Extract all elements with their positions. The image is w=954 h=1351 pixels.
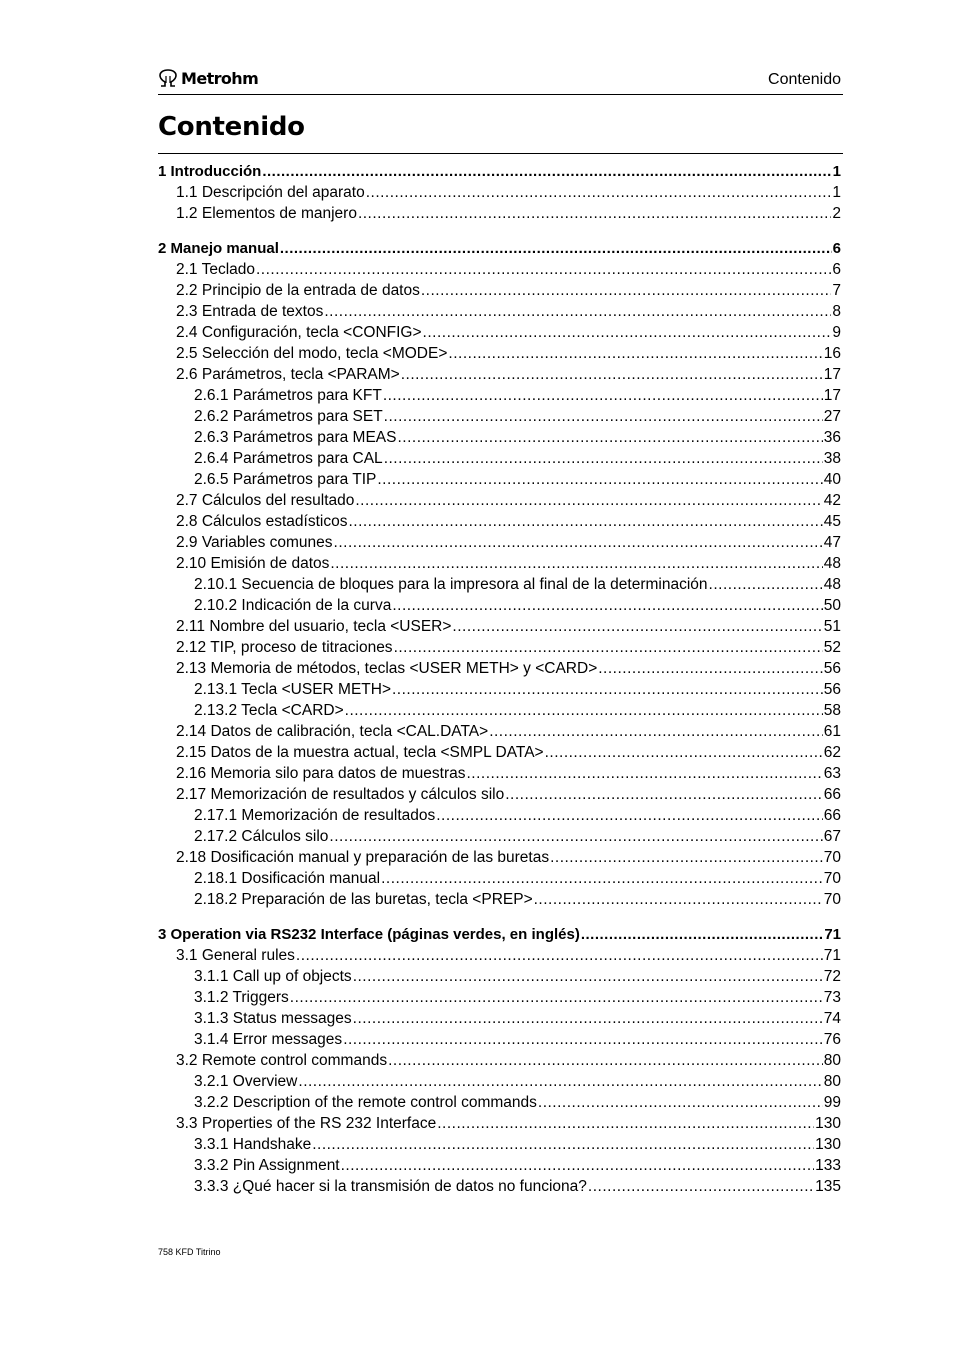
toc-page-number: 66 bbox=[823, 807, 841, 824]
toc-dot-leader bbox=[296, 945, 823, 966]
toc-entry-title: 2.3 Entrada de textos bbox=[176, 303, 324, 320]
toc-entry[interactable] bbox=[158, 203, 841, 224]
toc-dot-leader bbox=[534, 889, 823, 910]
toc-entry-title: 2.6.5 Parámetros para TIP bbox=[194, 471, 377, 488]
toc-entry-title: 3.2.1 Overview bbox=[194, 1073, 298, 1090]
toc-page-number: 6 bbox=[832, 240, 841, 257]
toc-entry[interactable] bbox=[158, 182, 841, 203]
toc-page-number: 27 bbox=[823, 408, 841, 425]
toc-dot-leader bbox=[384, 406, 823, 427]
toc-page-number: 76 bbox=[823, 1031, 841, 1048]
toc-entry-title: 2.14 Datos de calibración, tecla <CAL.DATA> bbox=[176, 723, 489, 740]
toc-page-number: 40 bbox=[823, 471, 841, 488]
toc-entry[interactable] bbox=[158, 721, 841, 742]
toc-dot-leader bbox=[401, 364, 823, 385]
toc-page-number: 130 bbox=[815, 1115, 841, 1132]
toc-entry-title: 3.3.3 ¿Qué hacer si la transmisión de datos no funciona? bbox=[194, 1178, 587, 1195]
toc-dot-leader bbox=[298, 1071, 822, 1092]
toc-entry-title: 3.3.2 Pin Assignment bbox=[194, 1157, 340, 1174]
toc-dot-leader bbox=[334, 532, 823, 553]
toc-entry-title: 2.6.1 Parámetros para KFT bbox=[194, 387, 382, 404]
toc-entry-title: 2.17 Memorización de resultados y cálculos silo bbox=[176, 786, 505, 803]
toc-dot-leader bbox=[581, 924, 823, 945]
toc-dot-leader bbox=[437, 1113, 814, 1134]
toc-entry-title: 2.6.2 Parámetros para SET bbox=[194, 408, 383, 425]
toc-dot-leader bbox=[330, 553, 822, 574]
toc-page-number: 63 bbox=[823, 765, 841, 782]
toc-entry-title: 2.15 Datos de la muestra actual, tecla <SMPL DATA> bbox=[176, 744, 544, 761]
toc-entry[interactable] bbox=[158, 742, 841, 763]
toc-entry-title: 2.13 Memoria de métodos, teclas <USER METH> y <CARD> bbox=[176, 660, 598, 677]
toc-dot-leader bbox=[452, 616, 822, 637]
toc-entry-title: 2.13.1 Tecla <USER METH> bbox=[194, 681, 391, 698]
toc-dot-leader bbox=[505, 784, 823, 805]
toc-dot-leader bbox=[341, 1155, 815, 1176]
toc-entry-title: 2.5 Selección del modo, tecla <MODE> bbox=[176, 345, 448, 362]
toc-page-number: 130 bbox=[815, 1136, 841, 1153]
toc-dot-leader bbox=[262, 161, 831, 182]
toc-entry-title: 2.10 Emisión de datos bbox=[176, 555, 330, 572]
toc-page-number: 7 bbox=[832, 282, 841, 299]
toc-dot-leader bbox=[392, 679, 823, 700]
toc-dot-leader bbox=[343, 1029, 823, 1050]
toc-entry-title: 2.10.1 Secuencia de bloques para la impresora al final de la determinación bbox=[194, 576, 708, 593]
toc-entry[interactable] bbox=[158, 532, 841, 553]
logo-text: Metrohm bbox=[181, 68, 259, 88]
toc-dot-leader bbox=[290, 987, 823, 1008]
toc-chapter-entry[interactable] bbox=[158, 238, 841, 259]
toc-entry-title: 2.1 Teclado bbox=[176, 261, 255, 278]
toc-entry-title: 2.18.1 Dosificación manual bbox=[194, 870, 381, 887]
toc-page-number: 70 bbox=[823, 870, 841, 887]
toc-entry[interactable] bbox=[158, 343, 841, 364]
toc-entry[interactable] bbox=[158, 763, 841, 784]
toc-page-number: 58 bbox=[823, 702, 841, 719]
toc-page-number: 36 bbox=[823, 429, 841, 446]
toc-entry[interactable] bbox=[158, 784, 841, 805]
toc-page-number: 135 bbox=[815, 1178, 841, 1195]
toc-dot-leader bbox=[312, 1134, 814, 1155]
omega-logo-icon bbox=[158, 69, 178, 87]
toc-page-number: 52 bbox=[823, 639, 841, 656]
toc-dot-leader bbox=[377, 469, 822, 490]
toc-dot-leader bbox=[355, 490, 822, 511]
toc-entry-title: 1 Introducción bbox=[158, 163, 262, 180]
toc-entry[interactable] bbox=[158, 805, 841, 826]
toc-entry[interactable] bbox=[158, 966, 841, 987]
toc-entry[interactable] bbox=[158, 280, 841, 301]
toc-entry[interactable] bbox=[158, 511, 841, 532]
toc-dot-leader bbox=[394, 637, 823, 658]
toc-entry[interactable] bbox=[158, 259, 841, 280]
toc-page-number: 9 bbox=[832, 324, 841, 341]
toc-entry[interactable] bbox=[158, 679, 841, 700]
toc-entry[interactable] bbox=[158, 469, 841, 490]
toc-entry[interactable] bbox=[158, 1113, 841, 1134]
toc-page-number: 74 bbox=[823, 1010, 841, 1027]
toc-dot-leader bbox=[392, 595, 822, 616]
toc-dot-leader bbox=[466, 763, 822, 784]
toc-page-number: 73 bbox=[823, 989, 841, 1006]
toc-page-number: 72 bbox=[823, 968, 841, 985]
toc-entry[interactable] bbox=[158, 448, 841, 469]
toc-page-number: 38 bbox=[823, 450, 841, 467]
toc-entry[interactable] bbox=[158, 826, 841, 847]
toc-page-number: 80 bbox=[823, 1052, 841, 1069]
toc-entry-title: 3.1.1 Call up of objects bbox=[194, 968, 352, 985]
toc-entry-title: 2.6.3 Parámetros para MEAS bbox=[194, 429, 397, 446]
header-section-label: Contenido bbox=[768, 71, 841, 88]
toc-entry-title: 2.10.2 Indicación de la curva bbox=[194, 597, 392, 614]
toc-entry[interactable] bbox=[158, 1134, 841, 1155]
toc-dot-leader bbox=[353, 966, 823, 987]
page-footer: 758 KFD Titrino bbox=[158, 1247, 221, 1257]
toc-page-number: 70 bbox=[823, 849, 841, 866]
toc-entry[interactable] bbox=[158, 385, 841, 406]
toc-entry-title: 2.16 Memoria silo para datos de muestras bbox=[176, 765, 466, 782]
toc-dot-leader bbox=[324, 301, 831, 322]
toc-page-number: 2 bbox=[832, 205, 841, 222]
toc-entry[interactable] bbox=[158, 427, 841, 448]
metrohm-logo bbox=[158, 66, 258, 90]
toc-entry[interactable] bbox=[158, 945, 841, 966]
toc-entry-title: 2.18.2 Preparación de las buretas, tecla <PREP> bbox=[194, 891, 533, 908]
toc-page-number: 47 bbox=[823, 534, 841, 551]
toc-dot-leader bbox=[366, 182, 832, 203]
toc-dot-leader bbox=[588, 1176, 814, 1197]
toc-dot-leader bbox=[489, 721, 823, 742]
toc-entry-title: 3.3.1 Handshake bbox=[194, 1136, 312, 1153]
toc-entry-title: 3.1.4 Error messages bbox=[194, 1031, 343, 1048]
toc-page-number: 45 bbox=[823, 513, 841, 530]
toc-page-number: 51 bbox=[823, 618, 841, 635]
toc-entry[interactable] bbox=[158, 987, 841, 1008]
toc-dot-leader bbox=[384, 448, 823, 469]
toc-page-number: 66 bbox=[823, 786, 841, 803]
toc-page-number: 133 bbox=[815, 1157, 841, 1174]
toc-dot-leader bbox=[353, 1008, 823, 1029]
toc-dot-leader bbox=[280, 238, 832, 259]
toc-entry[interactable] bbox=[158, 616, 841, 637]
toc-entry[interactable] bbox=[158, 658, 841, 679]
toc-entry-title: 2.9 Variables comunes bbox=[176, 534, 333, 551]
toc-page-number: 1 bbox=[832, 163, 841, 180]
toc-entry[interactable] bbox=[158, 1008, 841, 1029]
toc-chapter-entry[interactable] bbox=[158, 924, 841, 945]
toc-page-number: 42 bbox=[823, 492, 841, 509]
toc-dot-leader bbox=[345, 700, 823, 721]
toc-entry[interactable] bbox=[158, 1029, 841, 1050]
toc-page-number: 48 bbox=[823, 555, 841, 572]
toc-dot-leader bbox=[709, 574, 823, 595]
toc-entry-title: 3 Operation via RS232 Interface (páginas verdes, en inglés) bbox=[158, 926, 580, 943]
title-divider bbox=[158, 153, 843, 154]
toc-page-number: 1 bbox=[832, 184, 841, 201]
toc-page-number: 56 bbox=[823, 681, 841, 698]
page-header bbox=[158, 66, 843, 95]
toc-section-gap bbox=[158, 224, 841, 238]
toc-entry[interactable] bbox=[158, 574, 841, 595]
toc-entry[interactable] bbox=[158, 700, 841, 721]
toc-entry-title: 2.7 Cálculos del resultado bbox=[176, 492, 355, 509]
toc-entry[interactable] bbox=[158, 847, 841, 868]
toc-entry[interactable] bbox=[158, 1176, 841, 1197]
toc-dot-leader bbox=[436, 805, 823, 826]
toc-entry[interactable] bbox=[158, 301, 841, 322]
toc-dot-leader bbox=[388, 1050, 823, 1071]
toc-page-number: 71 bbox=[824, 926, 841, 943]
toc-entry-title: 3.2.2 Description of the remote control commands bbox=[194, 1094, 537, 1111]
toc-page-number: 80 bbox=[823, 1073, 841, 1090]
toc-dot-leader bbox=[381, 868, 823, 889]
toc-entry-title: 2.4 Configuración, tecla <CONFIG> bbox=[176, 324, 422, 341]
toc-entry-title: 2.17.2 Cálculos silo bbox=[194, 828, 329, 845]
toc-entry-title: 2.6.4 Parámetros para CAL bbox=[194, 450, 383, 467]
toc-page-number: 56 bbox=[823, 660, 841, 677]
toc-page-number: 48 bbox=[823, 576, 841, 593]
toc-dot-leader bbox=[598, 658, 823, 679]
toc-dot-leader bbox=[383, 385, 823, 406]
toc-dot-leader bbox=[256, 259, 831, 280]
toc-entry-title: 3.1.2 Triggers bbox=[194, 989, 289, 1006]
toc-page-number: 6 bbox=[832, 261, 841, 278]
toc-page-number: 71 bbox=[823, 947, 841, 964]
toc-dot-leader bbox=[545, 742, 823, 763]
toc-entry[interactable] bbox=[158, 595, 841, 616]
toc-entry[interactable] bbox=[158, 637, 841, 658]
toc-page-number: 61 bbox=[823, 723, 841, 740]
toc-page-number: 8 bbox=[832, 303, 841, 320]
toc-page-number: 67 bbox=[823, 828, 841, 845]
toc-entry-title: 1.1 Descripción del aparato bbox=[176, 184, 365, 201]
toc-entry-title: 2.6 Parámetros, tecla <PARAM> bbox=[176, 366, 400, 383]
toc-entry-title: 2.13.2 Tecla <CARD> bbox=[194, 702, 344, 719]
toc-entry[interactable] bbox=[158, 490, 841, 511]
toc-entry-title: 3.1.3 Status messages bbox=[194, 1010, 352, 1027]
toc-entry[interactable] bbox=[158, 1071, 841, 1092]
toc-entry-title: 2.8 Cálculos estadísticos bbox=[176, 513, 348, 530]
toc-entry[interactable] bbox=[158, 889, 841, 910]
toc-dot-leader bbox=[550, 847, 823, 868]
toc-entry[interactable] bbox=[158, 1092, 841, 1113]
toc-entry-title: 2.11 Nombre del usuario, tecla <USER> bbox=[176, 618, 452, 635]
toc-dot-leader bbox=[423, 322, 832, 343]
toc-dot-leader bbox=[358, 203, 831, 224]
toc-page-number: 70 bbox=[823, 891, 841, 908]
toc-entry[interactable] bbox=[158, 553, 841, 574]
toc-entry-title: 2.17.1 Memorización de resultados bbox=[194, 807, 436, 824]
toc-dot-leader bbox=[421, 280, 832, 301]
toc-entry[interactable] bbox=[158, 406, 841, 427]
toc-page-number: 17 bbox=[823, 366, 841, 383]
toc-entry[interactable] bbox=[158, 364, 841, 385]
toc-dot-leader bbox=[538, 1092, 823, 1113]
toc-page-number: 50 bbox=[823, 597, 841, 614]
toc-entry-title: 3.1 General rules bbox=[176, 947, 295, 964]
table-of-contents bbox=[158, 161, 841, 1197]
toc-page-number: 16 bbox=[823, 345, 841, 362]
toc-section-gap bbox=[158, 910, 841, 924]
toc-entry[interactable] bbox=[158, 1050, 841, 1071]
toc-entry[interactable] bbox=[158, 868, 841, 889]
toc-entry-title: 3.2 Remote control commands bbox=[176, 1052, 388, 1069]
toc-dot-leader bbox=[329, 826, 822, 847]
toc-entry-title: 1.2 Elementos de manjero bbox=[176, 205, 357, 222]
page-title: Contenido bbox=[158, 112, 305, 142]
toc-dot-leader bbox=[348, 511, 822, 532]
toc-dot-leader bbox=[397, 427, 822, 448]
toc-dot-leader bbox=[448, 343, 822, 364]
toc-entry-title: 2 Manejo manual bbox=[158, 240, 279, 257]
toc-entry-title: 2.18 Dosificación manual y preparación de las buretas bbox=[176, 849, 550, 866]
toc-entry-title: 2.12 TIP, proceso de titraciones bbox=[176, 639, 393, 656]
toc-entry[interactable] bbox=[158, 322, 841, 343]
toc-page-number: 99 bbox=[823, 1094, 841, 1111]
toc-page-number: 17 bbox=[823, 387, 841, 404]
toc-entry-title: 2.2 Principio de la entrada de datos bbox=[176, 282, 420, 299]
toc-entry[interactable] bbox=[158, 1155, 841, 1176]
toc-page-number: 62 bbox=[823, 744, 841, 761]
toc-chapter-entry[interactable] bbox=[158, 161, 841, 182]
toc-entry-title: 3.3 Properties of the RS 232 Interface bbox=[176, 1115, 437, 1132]
